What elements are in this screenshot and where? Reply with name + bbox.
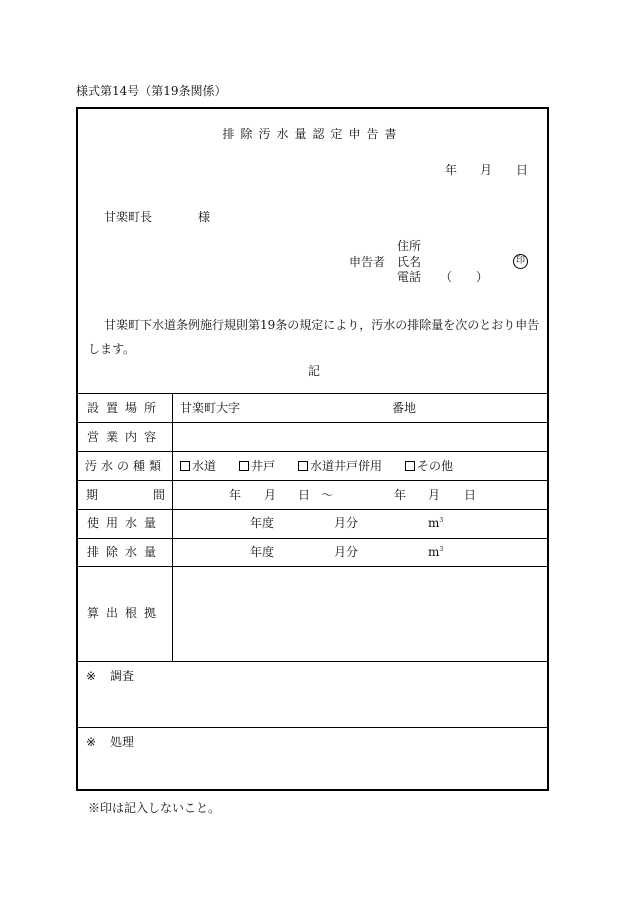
- option-other[interactable]: [405, 460, 453, 472]
- checkbox[interactable]: [405, 461, 415, 471]
- rule: [78, 509, 547, 510]
- body-text-line-2: します。: [88, 342, 136, 356]
- checkbox[interactable]: [180, 461, 190, 471]
- checkbox[interactable]: [239, 461, 249, 471]
- period-end-year: 年: [394, 488, 407, 502]
- rule: [78, 538, 547, 539]
- label-column-divider: [172, 393, 173, 661]
- rule: [78, 480, 547, 481]
- option-well[interactable]: [239, 460, 275, 472]
- addressee-name: 甘楽町長: [104, 210, 153, 224]
- rule: [78, 727, 547, 728]
- option-combined[interactable]: [298, 460, 382, 472]
- option-label: その他: [417, 459, 454, 473]
- option-label: 井戸: [251, 459, 276, 473]
- survey-mark: ※: [86, 669, 97, 683]
- period-start-month: 月: [264, 488, 277, 502]
- address-label: 住所: [397, 239, 422, 253]
- ki-mark: 記: [308, 364, 321, 378]
- option-water-supply[interactable]: [180, 460, 216, 472]
- seal-mark: 印: [513, 254, 528, 269]
- body-text-line-1: 甘楽町下水道条例施行規則第19条の規定により，汚水の排除量を次のとおり申告: [104, 318, 540, 332]
- period-tilde: ～: [321, 488, 334, 502]
- usage-month: 月分: [334, 516, 359, 530]
- usage-year: 年度: [250, 516, 275, 530]
- location-prefix: 甘楽町大字: [180, 401, 241, 415]
- rule: [78, 661, 547, 662]
- discharge-month: 月分: [334, 545, 359, 559]
- period-end-month: 月: [428, 488, 441, 502]
- rule-table-top: [78, 393, 547, 394]
- date-month: 月: [480, 163, 493, 177]
- date-year: 年: [445, 163, 458, 177]
- location-label: 設置場所: [86, 401, 163, 415]
- name-label: 氏名: [397, 255, 422, 269]
- discharge-label: 排除水量: [86, 545, 163, 559]
- business-label: 営業内容: [86, 430, 163, 444]
- usage-unit: $m^3$: [428, 516, 444, 530]
- period-label-1: 期: [86, 488, 99, 502]
- rule: [78, 451, 547, 452]
- usage-label: 使用水量: [86, 516, 163, 530]
- discharge-unit: $m^3$: [428, 545, 444, 559]
- phone-label: 電話: [397, 270, 422, 284]
- application-form: [76, 107, 549, 791]
- water-type-label: 汚水の種類: [84, 459, 165, 473]
- addressee-honorific: 様: [198, 210, 211, 224]
- location-banchi: 番地: [392, 401, 417, 415]
- period-start-year: 年: [229, 488, 242, 502]
- survey-label: 調査: [110, 669, 135, 683]
- rule: [78, 422, 547, 423]
- applicant-role: 申告者: [349, 255, 386, 269]
- discharge-year: 年度: [250, 545, 275, 559]
- period-end-day: 日: [464, 488, 477, 502]
- basis-label: 算出根拠: [86, 606, 163, 620]
- footnote: ※印は記入しないこと。: [88, 801, 221, 815]
- processing-label: 処理: [110, 735, 135, 749]
- option-label: 水道井戸併用: [310, 459, 383, 473]
- checkbox[interactable]: [298, 461, 308, 471]
- processing-mark: ※: [86, 735, 97, 749]
- date-day: 日: [516, 163, 529, 177]
- rule: [78, 566, 547, 567]
- form-title: 排除汚水量認定申告書: [222, 127, 403, 141]
- period-start-day: 日: [298, 488, 311, 502]
- option-label: 水道: [192, 459, 217, 473]
- form-number: 様式第14号（第19条関係）: [76, 84, 227, 98]
- period-label-2: 間: [153, 488, 166, 502]
- phone-parens: （ ）: [440, 270, 489, 284]
